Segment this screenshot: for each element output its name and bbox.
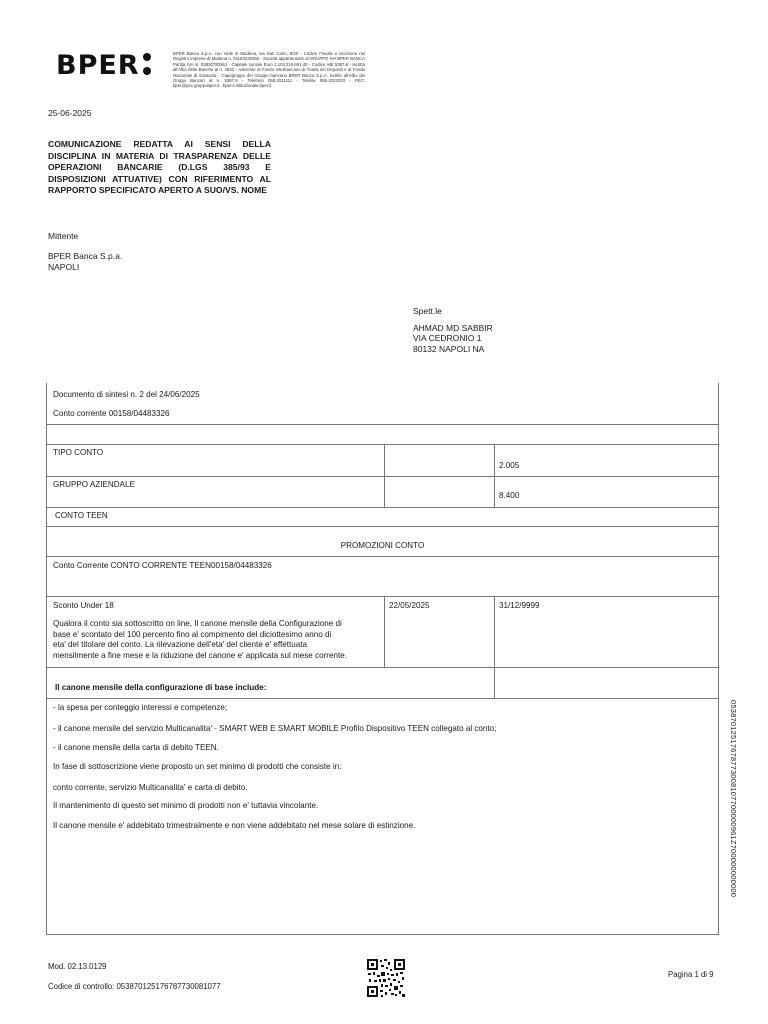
promotions-header: PROMOZIONI CONTO xyxy=(340,541,425,550)
divider xyxy=(47,507,718,508)
canone-item: - il canone mensile della carta di debito TEEN. xyxy=(53,743,219,752)
divider xyxy=(494,444,495,507)
canone-item: - la spesa per conteggio interessi e competenze; xyxy=(53,703,228,712)
side-code-text: 05387012517678773008107700000961Z700000000000 xyxy=(729,700,738,898)
promotion-account: Conto Corrente CONTO CORRENTE TEEN00158/04483326 xyxy=(53,561,272,570)
divider xyxy=(47,476,718,477)
sender-name: BPER Banca S.p.a. xyxy=(48,251,123,261)
qr-code-icon xyxy=(366,958,406,998)
communication-title: COMUNICAZIONE REDATTA AI SENSI DELLA DISCIPLINA IN MATERIA DI TRASPARENZA DELLE OPERAZIONI BANCARIE (D.LGS 385/93 E DISPOSIZIONI ATTUATIVE) CON RIFERIMENTO AL RAPPORTO SPECIFICATO APERTO A SUO/VS. NOME xyxy=(48,139,271,195)
conto-teen-label: CONTO TEEN xyxy=(55,511,108,520)
canone-note: In fase di sottoscrizione viene proposto un set minimo di prodotti che consiste in: xyxy=(53,762,342,771)
divider xyxy=(384,444,385,507)
page-number: Pagina 1 di 9 xyxy=(668,970,714,979)
control-code: Codice di controllo: 05387012517678773008107​7 xyxy=(48,982,221,991)
canone-note: Il mantenimento di questo set minimo di prodotti non e' tuttavia vincolante. xyxy=(53,801,319,810)
discount-start-date: 22/05/2025 xyxy=(389,601,430,610)
discount-line: mensilmente a fine mese e la riduzione del canone e' applicata sul mese corrente. xyxy=(53,650,347,660)
account-number: Conto corrente 00158/04483326 xyxy=(53,409,170,418)
divider xyxy=(494,596,495,698)
divider xyxy=(384,596,385,667)
summary-document-number: Documento di sintesi n. 2 del 24/06/2025 xyxy=(53,390,200,399)
recipient-greeting: Spett.le xyxy=(413,306,442,316)
form-model-number: Mod. 02.13.0129 xyxy=(48,962,107,971)
tipo-conto-label: TIPO CONTO xyxy=(53,448,104,457)
discount-line: base e' scontato del 100 percento fino al compimento del diciottesimo anno di xyxy=(53,629,332,639)
divider xyxy=(47,698,718,699)
divider xyxy=(47,444,718,445)
side-barcode-text xyxy=(728,700,738,910)
discount-end-date: 31/12/9999 xyxy=(499,601,540,610)
divider xyxy=(47,556,718,557)
discount-title: Sconto Under 18 xyxy=(53,601,114,610)
sender-city: NAPOLI xyxy=(48,262,80,272)
logo-text: BPER xyxy=(56,50,140,81)
recipient-city: 80132 NAPOLI NA xyxy=(413,343,485,354)
gruppo-aziendale-value: 8.400 xyxy=(499,491,520,500)
sender-block xyxy=(48,251,122,273)
bper-logo xyxy=(56,50,151,81)
recipient-street: VIA CEDRONIO 1 xyxy=(413,333,482,343)
canone-header: Il canone mensile della configurazione di base include: xyxy=(55,683,267,692)
recipient-block xyxy=(413,306,493,354)
summary-table xyxy=(46,383,719,935)
bank-legal-info: BPER Banca S.p.A. con sede in Modena, via San Carlo, 8/20 - Codice Fiscale e iscrizione nel Registro Imprese di Modena n. 01153230360 - Società appartenente al GRUPPO IVA BPER BANCA Partita IVA nr. 03830780361 - Capitale sociale Euro 2.104.315.691,40 - Codice ABI 5387.6 - Iscritta all'Albo delle Banche al n. 4932 - Aderente al Fondo Interbancario di Tutela dei Depositi e al Fondo Nazionale di Garanzia - Capogruppo del Gruppo bancario BPER Banca S.p.A. iscritto all'Albo dei Gruppi Bancari al n. 5387.6 - Telefono 059.2021111 - Telefax 059.2022033 - PEC: bper@pec.gruppobper.it - bper.it istituzionale.bper.it xyxy=(173,51,365,89)
gruppo-aziendale-label: GRUPPO AZIENDALE xyxy=(53,480,135,489)
canone-item: - il canone mensile del servizio Multicanalita' - SMART WEB E SMART MOBILE Profilo Dispositivo TEEN collegato al conto; xyxy=(53,724,497,733)
divider xyxy=(47,596,718,597)
logo-colon-icon xyxy=(143,53,151,81)
recipient-name: AHMAD MD SABBIR xyxy=(413,322,493,333)
discount-line: Qualora il conto sia sottoscritto on line, Il canone mensile della Configurazione di xyxy=(53,619,342,628)
divider xyxy=(47,424,718,425)
divider xyxy=(47,667,718,668)
discount-description xyxy=(53,619,381,661)
canone-note: conto corrente, servizio Multicanalita' e carta di debito. xyxy=(53,783,248,792)
divider xyxy=(47,526,718,527)
discount-line: eta' del titolare del conto. La rilevazione dell'eta' del cliente e' effettuata xyxy=(53,640,307,649)
canone-note: Il canone mensile e' addebitato trimestralmente e non viene addebitato nel mese solare di estinzione. xyxy=(53,821,416,830)
tipo-conto-value: 2.005 xyxy=(499,461,520,470)
sender-label: Mittente xyxy=(48,231,79,241)
document-date: 25-06-2025 xyxy=(48,108,92,118)
